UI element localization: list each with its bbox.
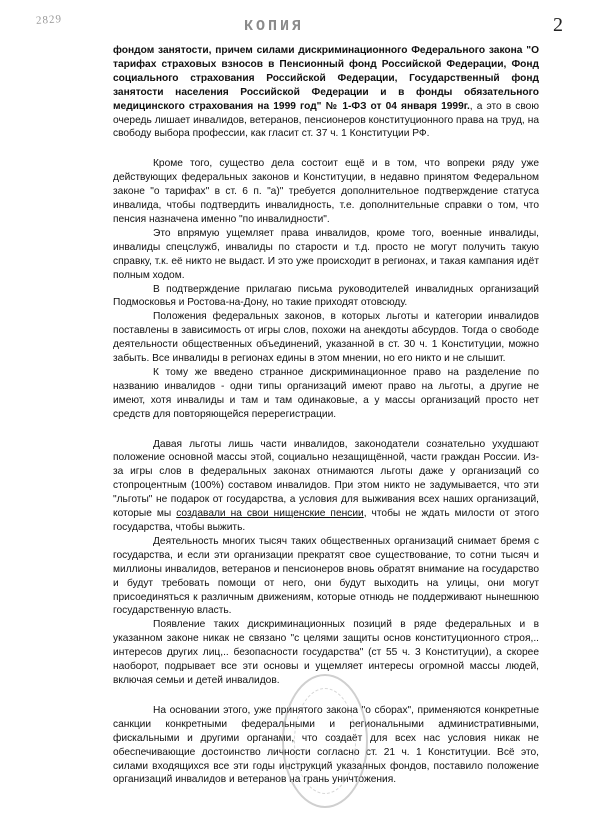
paragraph-1 <box>113 44 539 141</box>
paragraph-3: Это впрямую ущемляет права инвалидов, кроме того, военные инвалиды, инвалиды спецслужб, инвалиды по старости и т.д. просто не могут получить такую справку, т.к. её никто не выдаст. И это уже происходит в регионах, и такая кампания идёт полным ходом. <box>113 227 539 281</box>
paragraph-9-part-1: Появление таких дискриминационных позиций в ряде федеральных и в указанном законе никак не связано "с целями защиты основ конституционного строя,.. интересов других лиц,.. безопасности государства" <box>113 619 539 659</box>
paragraph-7-part-1: Давая льготы лишь части инвалидов, законодатели сознательно ухудшают положение основной массы этой, социально незащищённой, части граждан России. Из-за игры слов в федеральных законах отнимаются льготы даже у организаций со стопроцентным (100%) составом инвалидов. При этом никто не задумывается, что эти "льготы" не подарок от государства, а условия для выживания всех наших организаций, которые мы <box>113 438 539 520</box>
paragraph-2: Кроме того, существо дела состоит ещё и в том, что вопреки ряду уже действующих федеральных законов и Конституции, в недавно принятом Федеральном законе "о тарифах" в ст. 6 п. "а)" требуется дополнительное подтверждение статуса инвалида, чтобы подтвердить инвалидность, т.е. дополнительные справки о том, что пенсия назначена именно "по инвалидности". <box>113 158 539 225</box>
paragraph-7-underlined: создавали на свои нищенские пенсии <box>176 508 364 520</box>
paragraph-1-bold: фондом занятости, причем силами дискриминационного Федерального закона "О тарифах страховых взносов в Пенсионный фонд Российской Федерации, Фонд социального страхования Российской Федерации, Государственный фонд занятости населения Российской Федерации и в фонды обязательного медицинского страхования на 1999 год" № 1-ФЗ от 04 января 1999г. <box>113 45 539 112</box>
paragraph-4: В подтверждение прилагаю письма руководителей инвалидных организаций Подмосковья и Ростова-на-Дону, но такие приходят отовсюду. <box>113 283 539 309</box>
paragraph-9-part-2: (ст 55 ч. 3 Конституции), а скорее наоборот, подрывает все эти основы и ущемляет интересы огромной массы людей, включая семьи и детей инвалидов. <box>113 647 539 686</box>
copy-stamp: КОПИЯ <box>244 18 305 35</box>
round-seal-stamp <box>282 674 368 808</box>
paragraph-7-part-2: , чтобы не ждать милости от этого государства, чтобы выжить. <box>113 508 539 533</box>
paragraph-1-rest: , а это в свою очередь лишает инвалидов, ветеранов, пенсионеров конституционного права на труд, на свободу выбора профессии, как гласит ст. 37 ч. 1 Конституции РФ. <box>113 100 539 140</box>
corner-registration-mark: 2829 <box>35 13 63 27</box>
paragraph-8: Деятельность многих тысяч таких общественных организаций снимает бремя с государства, и если эти организации прекратят свое существование, то сотни тысяч и миллионы инвалидов, ветеранов и пенсионеров вновь обратят внимание на государство и будут требовать помощи от него, они будут выходить на улицы, они могут присоединяться к различным движениям, которые отнюдь не поддерживают нынешнюю государственную власть. <box>113 535 539 617</box>
page-number: 2 <box>553 14 563 36</box>
paragraph-6: К тому же введено странное дискриминационное право на разделение по названию инвалидов - одни типы организаций имеют право на льготы, а другие не имеют, хотя инвалиды и там и там одинаковые, а у массы организаций просто нет средств для повторяющейся перерегистрации. <box>113 366 539 420</box>
paragraph-7 <box>113 438 539 535</box>
paragraph-5: Положения федеральных законов, в которых льготы и категории инвалидов поставлены в зависимость от игры слов, похожи на анекдоты абсурдов. Тогда о свободе деятельности общественных объединений, указанной в ст. 30 ч. 1 Конституции, можно забыть. Все инвалиды в регионах едины в этом мнении, но его никто и не слышит. <box>113 311 539 365</box>
paragraph-10: На основании этого, уже принятого закона "о сборах", применяются конкретные санкции конкретными федеральными и региональными административными, фискальными и другими органами, что создаёт для всех нас условия никак не обеспечивающие достоинство личности согласно ст. 21 ч. 1 Конституции. Всё это, силами входящихся все эти годы инструкций указанных фондов, поставило положение организаций инвалидов и ветеранов на грань уничтожения. <box>113 704 539 786</box>
